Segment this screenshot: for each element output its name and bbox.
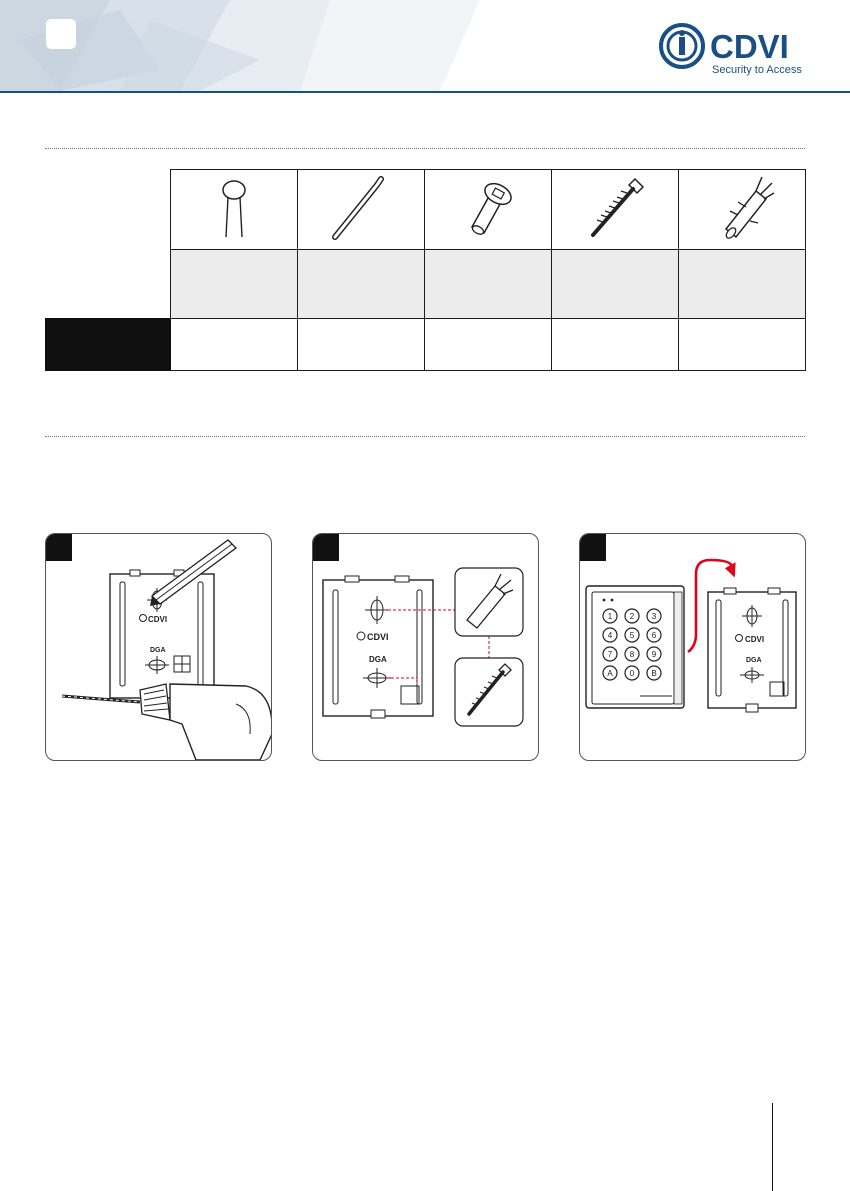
accessories-table [45,169,806,371]
table-row-quantity [46,319,806,371]
table-cell [298,319,425,371]
back-plate [708,588,796,712]
wall-plug-icon [455,568,523,636]
table-cell [425,170,552,250]
keypad-key-label: 4 [607,631,613,640]
footer-rule [772,1103,773,1191]
keypad-key-label: 3 [651,612,657,621]
table-cell [171,319,298,371]
section-divider [45,148,805,149]
table-cell [552,319,679,371]
keypad-key-label: 6 [651,631,657,640]
varistor-icon [204,171,264,243]
keypad-key-label: B [651,669,657,678]
keypad-key-label: 5 [629,631,635,640]
table-cell [425,250,552,319]
table-corner [46,170,171,250]
keypad-key-label: 8 [629,650,635,659]
header-rule [0,91,850,93]
drill-icon [62,684,271,760]
table-row-header [46,319,171,371]
table-cell [679,319,806,371]
keypad-key-label: 9 [651,650,657,659]
tamper-screw-icon [448,171,528,243]
step-number-badge [46,534,72,561]
keypad-device [586,586,684,708]
allen-key-icon [321,171,401,243]
svg-text:DGA: DGA [746,657,762,664]
section-divider [45,436,805,437]
table-cell [552,250,679,319]
svg-text:DGA: DGA [369,655,387,664]
keypad-key-label: 1 [607,612,613,621]
wall-plug-icon [702,171,782,243]
svg-text:CDVI: CDVI [745,635,765,644]
logo-tagline: Security to Access [712,64,802,76]
table-cell [171,170,298,250]
step-3-illustration [580,534,805,760]
table-row-header [46,250,171,319]
wood-screw-icon [575,171,655,243]
wood-screw-icon [455,658,523,726]
step-number-badge [313,534,339,561]
page-header [0,0,850,93]
svg-text:DGA: DGA [150,647,166,654]
keypad-key-label: 2 [629,612,635,621]
keypad-key-label: 0 [629,669,635,678]
svg-text:CDVI: CDVI [367,632,389,642]
installation-step-3 [579,533,806,761]
page-number-badge [46,19,76,49]
table-cell [298,170,425,250]
table-cell [171,250,298,319]
keypad-key-label: A [607,669,613,678]
table-row-grey [46,250,806,319]
table-cell [552,170,679,250]
installation-step-1 [45,533,272,761]
table-cell [679,170,806,250]
step-number-badge [580,534,606,561]
keypad-key-label: 7 [607,650,613,659]
table-cell [679,250,806,319]
step-1-illustration [46,534,271,760]
table-cell [298,250,425,319]
svg-text:CDVI: CDVI [148,615,168,624]
table-cell [425,319,552,371]
step-2-illustration [313,534,538,760]
table-row-images [46,170,806,250]
svg-text:CDVI: CDVI [710,28,789,65]
back-plate [323,576,433,718]
installation-step-2 [312,533,539,761]
